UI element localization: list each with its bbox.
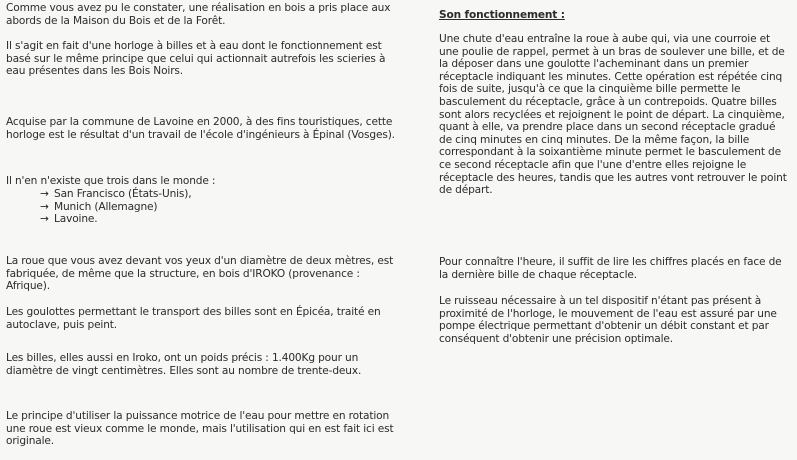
left-paragraph-3: Acquise par la commune de Lavoine en 2000, à des fins touristiques, cette horloge est le résultat d'un travail de l'école d'ingénieurs à Épinal (Vosges). xyxy=(6,116,395,141)
list-item: → Lavoine. xyxy=(40,213,98,226)
left-paragraph-4-intro: Il n'en n'existe que trois dans le monde : xyxy=(6,175,216,187)
city-list xyxy=(6,188,401,226)
left-paragraph-7: Les billes, elles aussi en Iroko, ont un poids précis : 1.400Kg pour un diamètre de vingt centimètres. Elles sont au nombre de trente-deux. xyxy=(6,352,362,377)
list-item: → Munich (Allemagne) xyxy=(40,200,158,213)
left-paragraph-6: Les goulottes permettant le transport des billes sont en Épicéa, traité en autoclave, puis peint. xyxy=(6,306,381,331)
list-item: → San Francisco (États-Unis), xyxy=(40,188,192,200)
right-paragraph-1: Une chute d'eau entraîne la roue à aube qui, via une courroie et une poulie de rappel, permet à un bras de soulever une bille, et de la déposer dans une goulotte l'acheminant dans un premier réceptacle indiquant les minutes. Cette opération est répétée cinq fois de suite, jusqu'à ce que la cinquième bille permette le basculement du réceptacle, grâce à un contrepoids. Quatre billes sont alors recyclées et rejoignent le point de départ. La cinquième, quant à elle, va prendre place dans un second réceptacle gradué de cinq minutes en cinq minutes. De la même façon, la bille correspondant à la soixantième minute permet le basculement de ce second réceptacle afin que l'une d'entre elles rejoigne le réceptacle des heures, tandis que les autres vont retrouver le point de départ. xyxy=(439,33,787,197)
left-paragraph-5: La roue que vous avez devant vos yeux d'un diamètre de deux mètres, est fabriquée, de même que la structure, en bois d'IROKO (provenance : Afrique). xyxy=(6,255,394,293)
left-paragraph-8: Le principe d'utiliser la puissance motrice de l'eau pour mettre en rotation une roue est vieux comme le monde, mais l'utilisation qui en est fait ici est originale. xyxy=(6,410,394,448)
right-paragraph-3: Le ruisseau nécessaire à un tel dispositif n'étant pas présent à proximité de l'horloge, le mouvement de l'eau est assuré par une pompe électrique permettant d'obtenir un débit constant et par conséquent d'obtenir une précision optimale. xyxy=(439,295,777,345)
section-title: Son fonctionnement : xyxy=(439,9,565,21)
right-arrow-icon: → xyxy=(40,200,49,213)
right-arrow-icon: → xyxy=(40,188,49,200)
right-arrow-icon: → xyxy=(40,213,49,226)
right-paragraph-2: Pour connaître l'heure, il suffit de lire les chiffres placés en face de la dernière bille de chaque réceptacle. xyxy=(439,256,782,281)
left-paragraph-1: Comme vous avez pu le constater, une réalisation en bois a pris place aux abords de la Maison du Bois et de la Forêt. xyxy=(6,2,391,27)
left-paragraph-2: Il s'agit en fait d'une horloge à billes et à eau dont le fonctionnement est basé sur le même principe que celui qui actionnait autrefois les scieries à eau présentes dans les Bois Noirs. xyxy=(6,40,386,78)
